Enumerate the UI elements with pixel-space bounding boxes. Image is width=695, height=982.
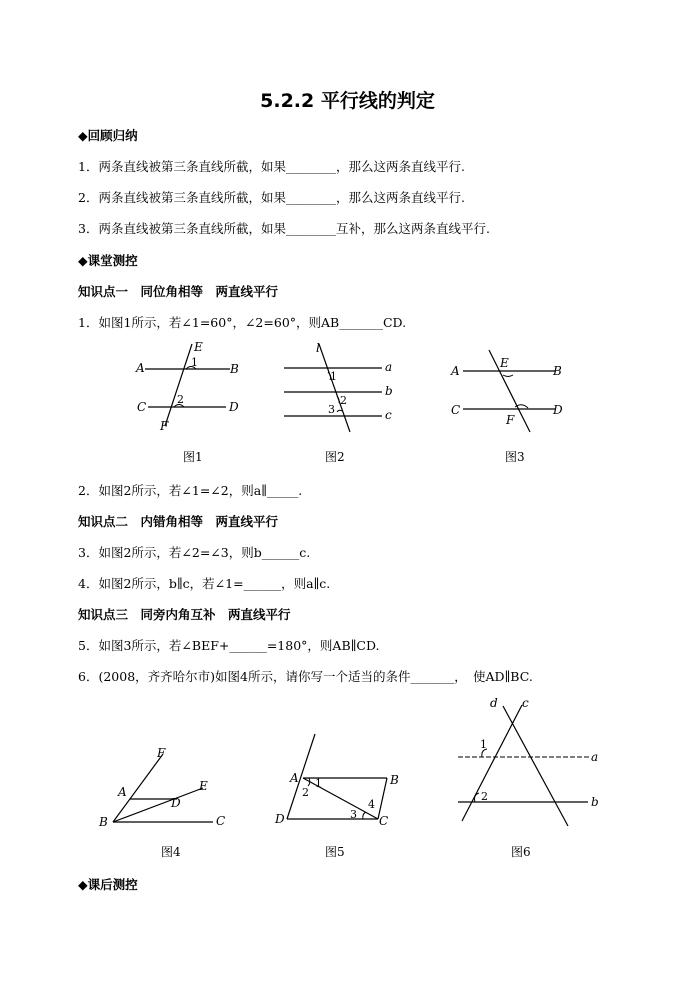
fig5-label-D: D (275, 812, 285, 826)
fig2-angle-2: 2 (340, 394, 347, 407)
knowledge-point-3: 知识点三 同旁内角互补 两直线平行 (78, 607, 291, 622)
question-4: 4．如图2所示，b∥c，若∠1=______，则a∥c. (78, 576, 331, 591)
fig3-label-A: A (451, 364, 460, 378)
fig1-angle-1: 1 (191, 356, 198, 369)
figure-6 (450, 695, 610, 830)
fig6-angle-2: 2 (481, 790, 488, 803)
fig3-label-C: C (451, 403, 461, 417)
fig1-label-D: D (229, 400, 239, 414)
fig2-angle-3: 3 (328, 403, 335, 416)
section-classroom: ◆课堂测控 (78, 253, 138, 268)
fig5-label-A: A (290, 771, 299, 785)
fig5-angle-2: 2 (302, 786, 309, 799)
fig5-angle-3: 3 (350, 808, 357, 821)
question-3: 3．如图2所示，若∠2=∠3，则b______c. (78, 545, 311, 560)
review-item-2: 2．两条直线被第三条直线所截，如果________，那么这两条直线平行. (78, 190, 465, 205)
fig2-label-a: a (385, 360, 393, 374)
section-review: ◆回顾归纳 (78, 128, 138, 143)
caption-fig1: 图1 (183, 450, 203, 464)
page-title: 5.2.2 平行线的判定 (260, 90, 435, 112)
fig5-angle-4: 4 (368, 798, 375, 811)
fig5-angle-1: 1 (315, 777, 322, 790)
question-1: 1．如图1所示，若∠1=60°，∠2=60°，则AB_______CD. (78, 315, 407, 330)
fig5-label-C: C (379, 814, 389, 828)
caption-fig6: 图6 (511, 845, 531, 859)
caption-fig5: 图5 (325, 845, 345, 859)
fig5-label-B: B (390, 773, 399, 787)
fig4-label-A: A (118, 785, 127, 799)
knowledge-point-2: 知识点二 内错角相等 两直线平行 (78, 514, 279, 529)
fig6-label-b: b (591, 795, 599, 809)
fig1-label-F: F (160, 419, 169, 433)
question-6: 6．(2008，齐齐哈尔市)如图4所示，请你写一个适当的条件_______， 使AD∥BC. (78, 669, 533, 684)
fig6-label-a: a (591, 750, 599, 764)
figure-5 (270, 730, 410, 830)
fig3-label-E: E (500, 356, 509, 370)
question-2: 2．如图2所示，若∠1=∠2，则a∥_____. (78, 483, 303, 498)
figure-4 (95, 745, 235, 835)
fig2-label-l: l (316, 341, 320, 355)
review-item-3: 3．两条直线被第三条直线所截，如果________互补，那么这两条直线平行. (78, 221, 490, 236)
fig6-label-c: c (522, 696, 529, 710)
fig1-label-C: C (137, 400, 147, 414)
caption-fig4: 图4 (161, 845, 181, 859)
review-item-1: 1．两条直线被第三条直线所截，如果________，那么这两条直线平行. (78, 159, 465, 174)
fig4-label-B: B (99, 815, 108, 829)
fig3-label-F: F (506, 413, 515, 427)
question-5: 5．如图3所示，若∠BEF+______=180°，则AB∥CD. (78, 638, 380, 653)
fig3-label-D: D (553, 403, 563, 417)
fig1-label-E: E (194, 340, 203, 354)
fig6-label-d: d (490, 696, 498, 710)
section-after: ◆课后测控 (78, 877, 138, 892)
figure-2 (282, 340, 397, 435)
fig4-label-F: F (157, 746, 166, 760)
figure-1 (130, 338, 250, 433)
fig4-label-C: C (216, 814, 226, 828)
fig2-label-b: b (385, 384, 393, 398)
fig2-label-c: c (385, 408, 392, 422)
caption-fig2: 图2 (325, 450, 345, 464)
fig3-label-B: B (553, 364, 562, 378)
figure-3 (445, 345, 575, 435)
fig1-angle-2: 2 (177, 393, 184, 406)
caption-fig3: 图3 (505, 450, 525, 464)
fig4-label-D: D (171, 796, 181, 810)
fig6-angle-1: 1 (480, 738, 487, 751)
fig1-label-A: A (136, 361, 145, 375)
fig2-angle-1: 1 (330, 370, 337, 383)
knowledge-point-1: 知识点一 同位角相等 两直线平行 (78, 284, 279, 299)
fig4-label-E: E (199, 779, 208, 793)
fig1-label-B: B (230, 362, 239, 376)
